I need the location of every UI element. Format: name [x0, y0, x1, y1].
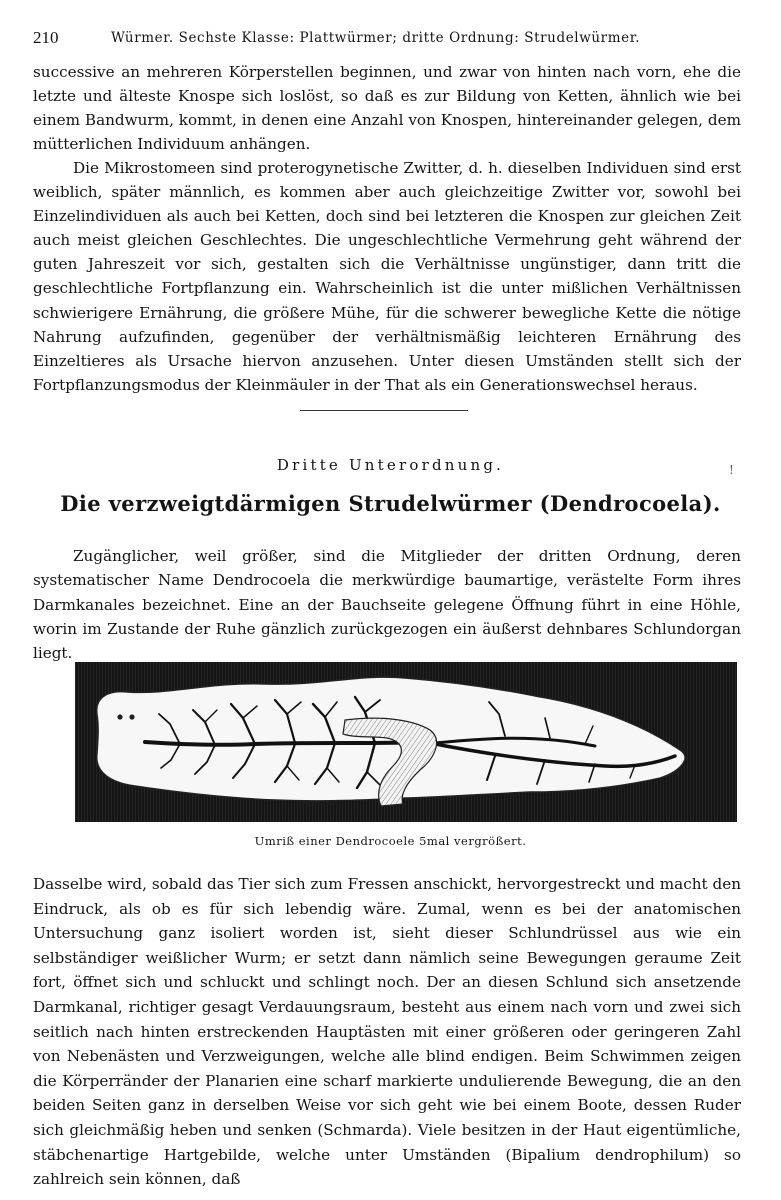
- paragraph-mikrostomeen: Die Mikrostomeen sind proterogynetische Zwitter, d. h. dieselben Individuen sind erst weiblich, später männlich, es kommen aber auch gleichzeitige Zwitter vor, sowohl bei Einzelindividuen als auch bei Ketten, doch sind bei letzteren die Knospen zur gleichen Zeit auch meist gleichen Geschlechtes. Die ungeschlechtliche Vermehrung geht während der guten Jahreszeit vor sich, gestalten sich die Verhältnisse ungünstiger, dann tritt die geschlechtliche Fortpflanzung ein. Wahrscheinlich ist die unter mißlichen Verhältnissen schwierigere Ernährung, die größere Mühe, für die schwerer bewegliche Kette die nötige Nahrung aufzufinden, gegenüber der verhältnismäßig leichteren Ernährung des Einzeltieres als Ursache hiervon anzusehen. Unter diesen Umständen stellt sich der Fortpflanzungsmodus der Kleinmäuler in der That als ein Generationswechsel heraus.: [33, 159, 741, 394]
- section-divider: [300, 410, 468, 411]
- paragraph-schlundruessel: Dasselbe wird, sobald das Tier sich zum Fressen anschickt, hervorgestreckt und macht den Eindruck, als ob es für sich lebendig wäre. Zumal, wenn es bei der anatomischen Untersuchung ganz isoliert worden ist, sieht dieser Schlundrüssel aus wie ein selbständiger weißlicher Wurm; er setzt dann nämlich seine Bewegungen geraume Zeit fort, öffnet sich und schluckt und schlingt noch. Der an diesen Schlund sich ansetzende Darmkanal, richtiger gesagt Verdauungsraum, besteht aus einem nach vorn und zwei sich seitlich nach hinten erstreckenden Hauptästen mit einer größeren oder geringeren Zahl von Nebenästen und Verzweigungen, welche alle blind endigen. Beim Schwimmen zeigen die Körperränder der Planarien eine scharf markierte undulierende Bewegung, die an den beiden Seiten ganz in derselben Weise vor sich geht wie bei einem Boote, dessen Ruder sich gleichmäßig heben und senken (Schmarda). Viele besitzen in der Haut eigentümliche, stäbchenartige Hartgebilde, welche unter Umständen (Bipalium dendrophilum) so zahlreich sein können, daß: [33, 875, 741, 1189]
- paragraph-dendrocoela-intro: Zugänglicher, weil größer, sind die Mitglieder der dritten Ordnung, deren systematischer Name Dendrocoela die merkwürdige baumartige, verästelte Form ihres Darmkanales bezeichnet. Eine an der Bauchseite gelegene Öffnung führt in eine Höhle, worin im Zustande der Ruhe gänzlich zurückgezogen ein äußerst dehnbares Schlundorgan liegt.: [33, 547, 741, 663]
- figure-caption: Umriß einer Dendrocoele 5mal vergrößert.: [254, 834, 527, 848]
- eyespot-left: [117, 714, 122, 719]
- section-title: Die verzweigtdärmigen Strudelwürmer (Dendrocoela).: [60, 491, 721, 516]
- page-number: 210: [33, 28, 59, 47]
- dendrocoele-illustration: [75, 662, 737, 822]
- margin-mark: !: [729, 463, 734, 477]
- running-head: [33, 28, 743, 50]
- flatworm-engraving: [75, 662, 737, 822]
- paragraph-continued: successive an mehreren Körperstellen beginnen, und zwar von hinten nach vorn, ehe die letzte und älteste Knospe sich loslöst, so daß es zur Bildung von Ketten, ähnlich wie bei einem Bandwurm, kommt, in denen eine Anzahl von Knospen, hintereinander gelegen, dem mütterlichen Individuum anhängen.: [33, 63, 741, 154]
- running-head-title: Würmer. Sechste Klasse: Plattwürmer; dritte Ordnung: Strudelwürmer.: [111, 30, 641, 46]
- eyespot-right: [129, 714, 134, 719]
- section-subheading: Dritte Unterordnung.: [276, 456, 505, 474]
